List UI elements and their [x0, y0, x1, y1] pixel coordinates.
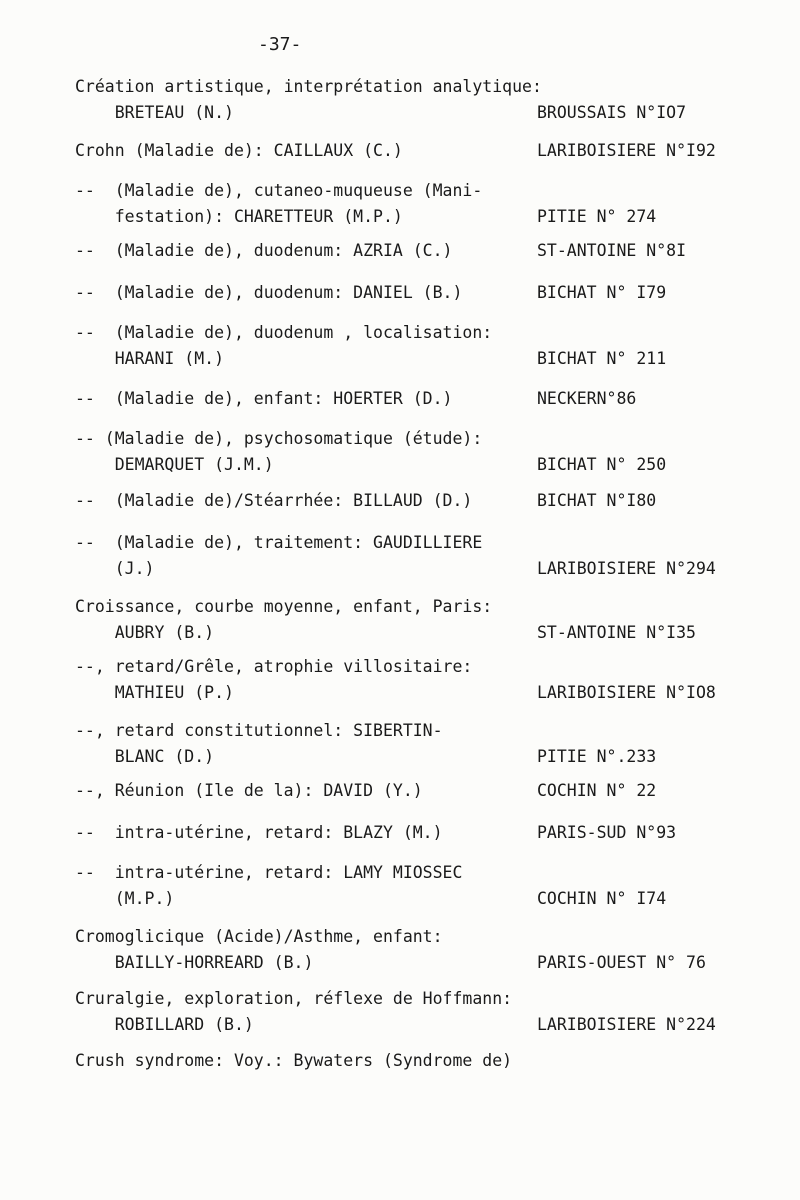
- entry-11-line-0: --, retard/Grêle, atrophie villositaire:: [75, 657, 473, 676]
- entry-7-reference: BICHAT N° 250: [537, 455, 667, 474]
- entry-12-line-1: BLANC (D.): [75, 747, 215, 766]
- entry-9-line-0: -- (Maladie de), traitement: GAUDILLIERE: [75, 533, 483, 552]
- entry-0-reference: BROUSSAIS N°IO7: [537, 103, 687, 122]
- entry-9-reference: LARIBOISIERE N°294: [537, 559, 716, 578]
- entry-3-reference: ST-ANTOINE N°8I: [537, 241, 687, 260]
- entry-8-line-0: -- (Maladie de)/Stéarrhée: BILLAUD (D.): [75, 491, 473, 510]
- entry-10-line-0: Croissance, courbe moyenne, enfant, Paris:: [75, 597, 493, 616]
- entry-17-line-0: Cruralgie, exploration, réflexe de Hoffmann:: [75, 989, 513, 1008]
- entry-1-line-0: Crohn (Maladie de): CAILLAUX (C.): [75, 141, 403, 160]
- entry-14-reference: PARIS-SUD N°93: [537, 823, 677, 842]
- entry-5-reference: BICHAT N° 211: [537, 349, 667, 368]
- entry-11-line-1: MATHIEU (P.): [75, 683, 234, 702]
- entry-17-reference: LARIBOISIERE N°224: [537, 1015, 716, 1034]
- entry-17-line-1: ROBILLARD (B.): [75, 1015, 254, 1034]
- entry-15-line-0: -- intra-utérine, retard: LAMY MIOSSEC: [75, 863, 463, 882]
- entry-15-reference: COCHIN N° I74: [537, 889, 667, 908]
- entry-0-line-1: BRETEAU (N.): [75, 103, 234, 122]
- entry-12-line-0: --, retard constitutionnel: SIBERTIN-: [75, 721, 443, 740]
- entry-18-line-0: Crush syndrome: Voy.: Bywaters (Syndrome de): [75, 1051, 513, 1070]
- entry-10-reference: ST-ANTOINE N°I35: [537, 623, 696, 642]
- page-number: -37-: [258, 34, 302, 55]
- entry-5-line-1: HARANI (M.): [75, 349, 225, 368]
- entry-1-reference: LARIBOISIERE N°I92: [537, 141, 716, 160]
- entry-16-line-1: BAILLY-HORREARD (B.): [75, 953, 314, 972]
- entry-11-reference: LARIBOISIERE N°IO8: [537, 683, 716, 702]
- entry-13-reference: COCHIN N° 22: [537, 781, 657, 800]
- entry-2-reference: PITIE N° 274: [537, 207, 657, 226]
- entry-6-line-0: -- (Maladie de), enfant: HOERTER (D.): [75, 389, 453, 408]
- entry-4-reference: BICHAT N° I79: [537, 283, 667, 302]
- entry-7-line-1: DEMARQUET (J.M.): [75, 455, 274, 474]
- entry-2-line-1: festation): CHARETTEUR (M.P.): [75, 207, 403, 226]
- entry-3-line-0: -- (Maladie de), duodenum: AZRIA (C.): [75, 241, 453, 260]
- entry-16-line-0: Cromoglicique (Acide)/Asthme, enfant:: [75, 927, 443, 946]
- entry-7-line-0: -- (Maladie de), psychosomatique (étude):: [75, 429, 483, 448]
- entry-13-line-0: --, Réunion (Ile de la): DAVID (Y.): [75, 781, 423, 800]
- entry-6-reference: NECKERN°86: [537, 389, 637, 408]
- entry-16-reference: PARIS-OUEST N° 76: [537, 953, 706, 972]
- entry-10-line-1: AUBRY (B.): [75, 623, 215, 642]
- entry-14-line-0: -- intra-utérine, retard: BLAZY (M.): [75, 823, 443, 842]
- entry-9-line-1: (J.): [75, 559, 155, 578]
- entry-2-line-0: -- (Maladie de), cutaneo-muqueuse (Mani-: [75, 181, 483, 200]
- entry-5-line-0: -- (Maladie de), duodenum , localisation:: [75, 323, 493, 342]
- entry-8-reference: BICHAT N°I80: [537, 491, 657, 510]
- entry-0-line-0: Création artistique, interprétation analytique:: [75, 77, 542, 96]
- entry-4-line-0: -- (Maladie de), duodenum: DANIEL (B.): [75, 283, 463, 302]
- entry-12-reference: PITIE N°.233: [537, 747, 657, 766]
- entry-15-line-1: (M.P.): [75, 889, 175, 908]
